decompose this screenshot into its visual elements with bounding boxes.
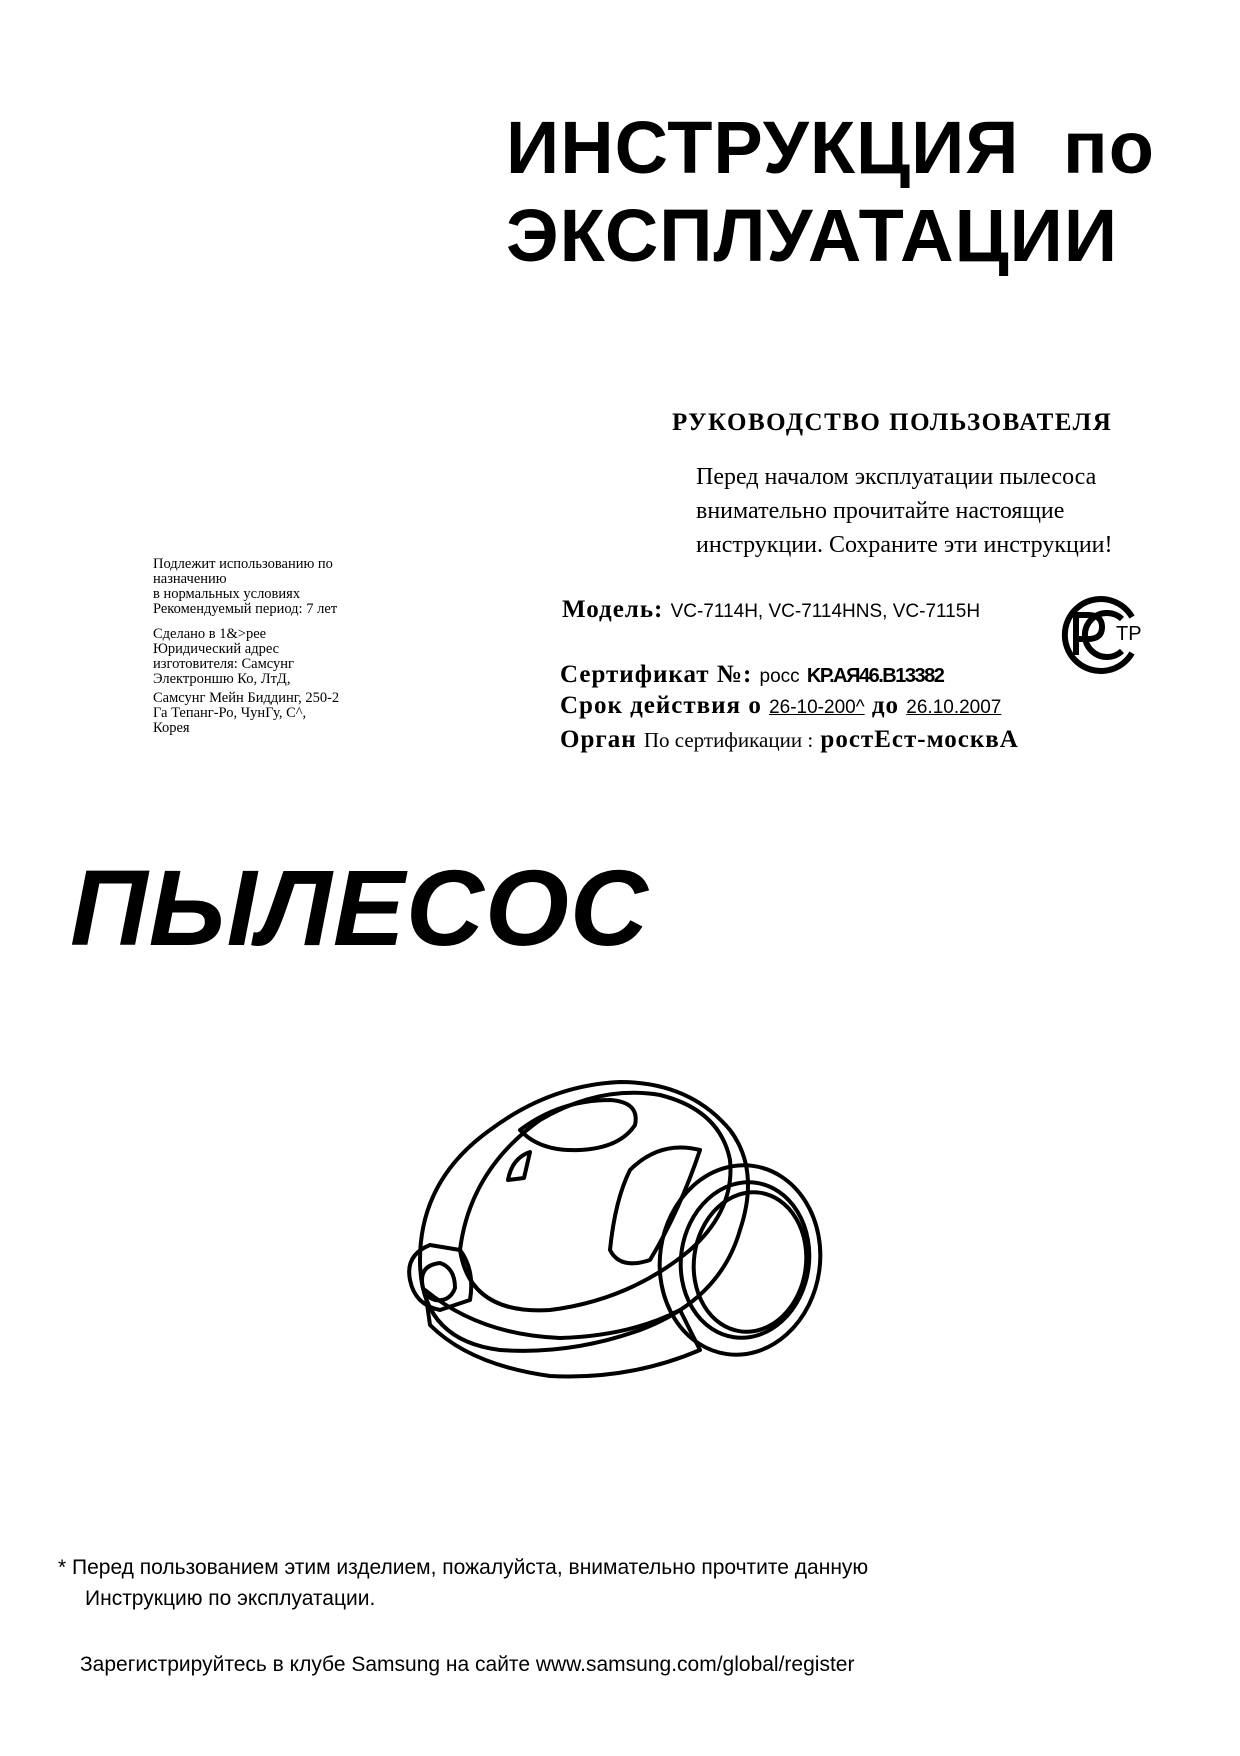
intro-paragraph: [696, 460, 1156, 562]
validity-from-date: 26-10-200^: [769, 697, 865, 718]
pct-logo-letters: TP: [1116, 623, 1142, 645]
document-title-line-2: ЭКСПЛУАТАЦИИ: [506, 194, 1119, 277]
info-line: Подлежит использованию по: [153, 556, 333, 572]
info-line: назначению: [153, 571, 227, 587]
product-name: ПЫЛЕСОС: [70, 847, 649, 968]
model-line: [562, 596, 980, 624]
certification-body-line: [560, 726, 1019, 754]
model-label: Модель:: [562, 596, 664, 623]
intro-line-2: внимательно прочитайте настоящие: [696, 498, 1065, 524]
certificate-line: [560, 661, 943, 689]
organ-middle-text: По сертификации :: [643, 728, 814, 752]
registration-text: Зарегистрируйтесь в клубе Samsung на сайте www.samsung.com/global/register: [80, 1653, 855, 1676]
manufacturer-info: [153, 557, 413, 736]
document-title: [506, 104, 1206, 280]
info-line: изготовителя: Самсунг: [153, 656, 294, 672]
info-line: Га Тепанг-Ро, ЧунГу, С^,: [153, 705, 307, 721]
intro-line-1: Перед началом эксплуатации пылесоса: [696, 464, 1097, 490]
validity-to-date: 26.10.2007: [906, 697, 1002, 718]
info-line: в нормальных условиях: [153, 586, 301, 602]
notice-line-1: * Перед пользованием этим изделием, пожалуйста, внимательно прочтите данную: [58, 1556, 869, 1579]
validity-line: [560, 692, 1001, 720]
info-line: Электроншю Ко, ЛтД,: [153, 671, 291, 687]
intro-line-3: инструкции. Сохраните эти инструкции!: [696, 532, 1113, 558]
info-line: Рекомендуемый период: 7 лет: [153, 601, 338, 617]
vacuum-cleaner-illustration: [400, 1060, 840, 1430]
info-line: Корея: [153, 720, 190, 736]
certificate-prefix: росс: [759, 666, 800, 687]
certificate-label: Сертификат №:: [560, 661, 753, 688]
organ-name: ростЕст-москвА: [820, 726, 1019, 753]
vacuum-cleaner-icon: [400, 1060, 840, 1430]
certificate-number: KP.AЯ46.B13382: [806, 665, 944, 687]
info-line: Самсунг Мейн Биддинг, 250-2: [153, 690, 340, 706]
validity-to-label: до: [871, 692, 900, 719]
usage-notice: [58, 1552, 1158, 1614]
pct-certification-logo: [1052, 595, 1144, 675]
info-line: Юридический адрес: [153, 641, 280, 657]
notice-line-2: Инструкцию по эксплуатации.: [85, 1587, 376, 1610]
model-value: VC-7114H, VC-7114HNS, VC-7115H: [670, 601, 981, 622]
validity-label: Срок действия о: [560, 692, 762, 719]
info-line: Сделано в 1&>рее: [153, 626, 267, 642]
user-guide-heading: РУКОВОДСТВО ПОЛЬЗОВАТЕЛЯ: [672, 409, 1113, 436]
organ-label: Орган: [560, 726, 637, 753]
document-title-line-1: ИНСТРУКЦИЯ по: [506, 106, 1155, 189]
